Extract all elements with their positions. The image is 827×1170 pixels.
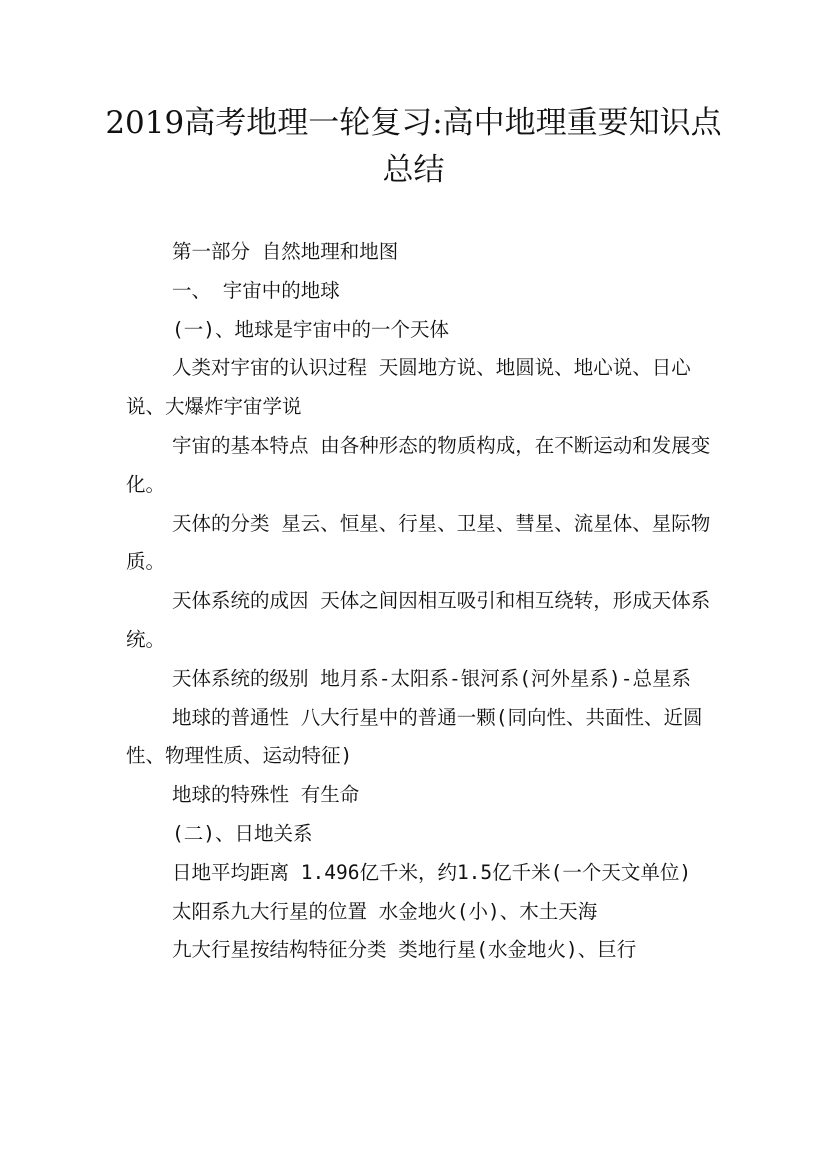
paragraph: 天体系统的级别 地月系-太阳系-银河系(河外星系)-总星系 (172, 666, 691, 690)
paragraph: (一)、地球是宇宙中的一个天体 (172, 317, 449, 341)
paragraph: 人类对宇宙的认识过程 天圆地方说、地圆说、地心说、日心说、大爆炸宇宙学说 (126, 356, 691, 419)
paragraph: (二)、日地关系 (172, 821, 313, 845)
paragraph: 一、 宇宙中的地球 (172, 278, 340, 302)
paragraph: 宇宙的基本特点 由各种形态的物质构成，在不断运动和发展变化。 (126, 433, 711, 496)
paragraph: 地球的特殊性 有生命 (172, 783, 360, 807)
paragraph: 地球的普通性 八大行星中的普通一颗(同向性、共面性、近圆性、物理性质、运动特征) (126, 705, 703, 768)
paragraph: 第一部分 自然地理和地图 (172, 240, 399, 263)
paragraph: 天体的分类 星云、恒星、行星、卫星、彗星、流星体、星际物质。 (126, 511, 711, 574)
paragraph: 天体系统的成因 天体之间因相互吸引和相互绕转，形成天体系统。 (126, 589, 711, 651)
paragraph: 日地平均距离 1.496亿千米，约1.5亿千米(一个天文单位) (172, 860, 692, 884)
paragraph: 太阳系九大行星的位置 水金地火(小)、木土天海 (172, 899, 598, 923)
paragraph: 九大行星按结构特征分类 类地行星(水金地火)、巨行 (172, 938, 637, 962)
document-body (126, 233, 716, 970)
document-title: 2019高考地理一轮复习:高中地理重要知识点总结 (105, 105, 722, 188)
